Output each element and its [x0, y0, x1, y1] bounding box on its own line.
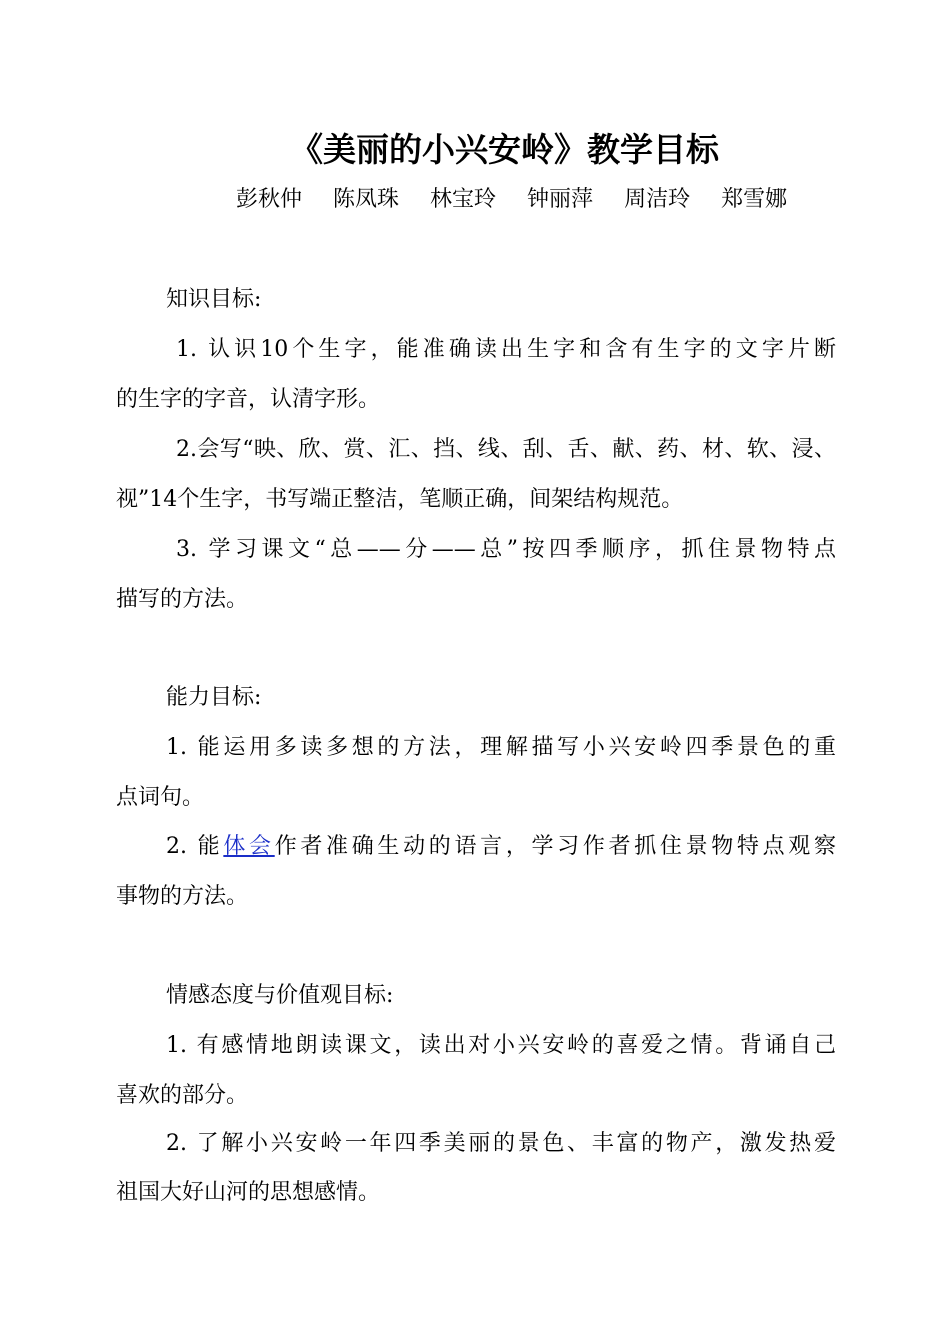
item-text: 2. 能	[166, 834, 224, 859]
author-name: 彭秋仲	[236, 187, 303, 212]
item-line: 事物的方法。	[116, 884, 249, 909]
ability-item-2	[166, 822, 836, 872]
author-list	[236, 180, 811, 220]
item-line: 祖国大好山河的思想感情。	[116, 1180, 381, 1205]
emotion-item-2	[166, 1119, 836, 1169]
emotion-item-2-cont	[116, 1168, 836, 1218]
author-name: 陈凤珠	[333, 187, 400, 212]
item-line: 1. 认识10个生字，能准确读出生字和含有生字的文字片断	[176, 337, 836, 362]
section-heading-ability: 能力目标:	[166, 685, 262, 710]
emotion-item-1	[166, 1021, 836, 1071]
item-text: 作者准确生动的语言，学习作者抓住景物特点观察	[274, 834, 836, 859]
item-line: 1. 能运用多读多想的方法，理解描写小兴安岭四季景色的重	[166, 735, 836, 760]
ability-item-1-cont	[116, 773, 836, 823]
ability-item-2-cont	[116, 872, 836, 922]
item-line: 3. 学习课文“总——分——总”按四季顺序，抓住景物特点	[176, 537, 836, 562]
section-heading-knowledge: 知识目标:	[166, 287, 262, 312]
item-line: 视”14个生字，书写端正整洁，笔顺正确，间架结构规范。	[116, 487, 684, 512]
item-line: 的生字的字音，认清字形。	[116, 387, 381, 412]
item-line: 喜欢的部分。	[116, 1083, 249, 1108]
author-name: 林宝玲	[430, 187, 497, 212]
page-title: 《美丽的小兴安岭》教学目标	[290, 130, 719, 169]
hyperlink-tihui[interactable]: 体会	[223, 834, 275, 859]
item-line	[166, 822, 836, 872]
item-line: 描写的方法。	[116, 587, 249, 612]
item-line: 点词句。	[116, 785, 205, 810]
author-name: 钟丽萍	[527, 187, 594, 212]
knowledge-item-3-cont	[116, 575, 836, 625]
item-line: 2. 了解小兴安岭一年四季美丽的景色、丰富的物产，激发热爱	[166, 1131, 836, 1156]
emotion-item-1-cont	[116, 1071, 836, 1121]
knowledge-item-2	[176, 425, 836, 475]
knowledge-item-2-cont	[116, 475, 836, 525]
author-name: 郑雪娜	[721, 187, 788, 212]
knowledge-item-1	[176, 325, 836, 375]
item-line: 2.会写“映、欣、赏、汇、挡、线、刮、舌、献、药、材、软、浸、	[176, 437, 836, 462]
knowledge-item-1-cont	[116, 375, 836, 425]
item-line: 1. 有感情地朗读课文，读出对小兴安岭的喜爱之情。背诵自己	[166, 1033, 836, 1058]
section-heading-emotion: 情感态度与价值观目标:	[166, 983, 394, 1008]
author-name: 周洁玲	[624, 187, 691, 212]
ability-item-1	[166, 723, 836, 773]
knowledge-item-3	[176, 525, 836, 575]
